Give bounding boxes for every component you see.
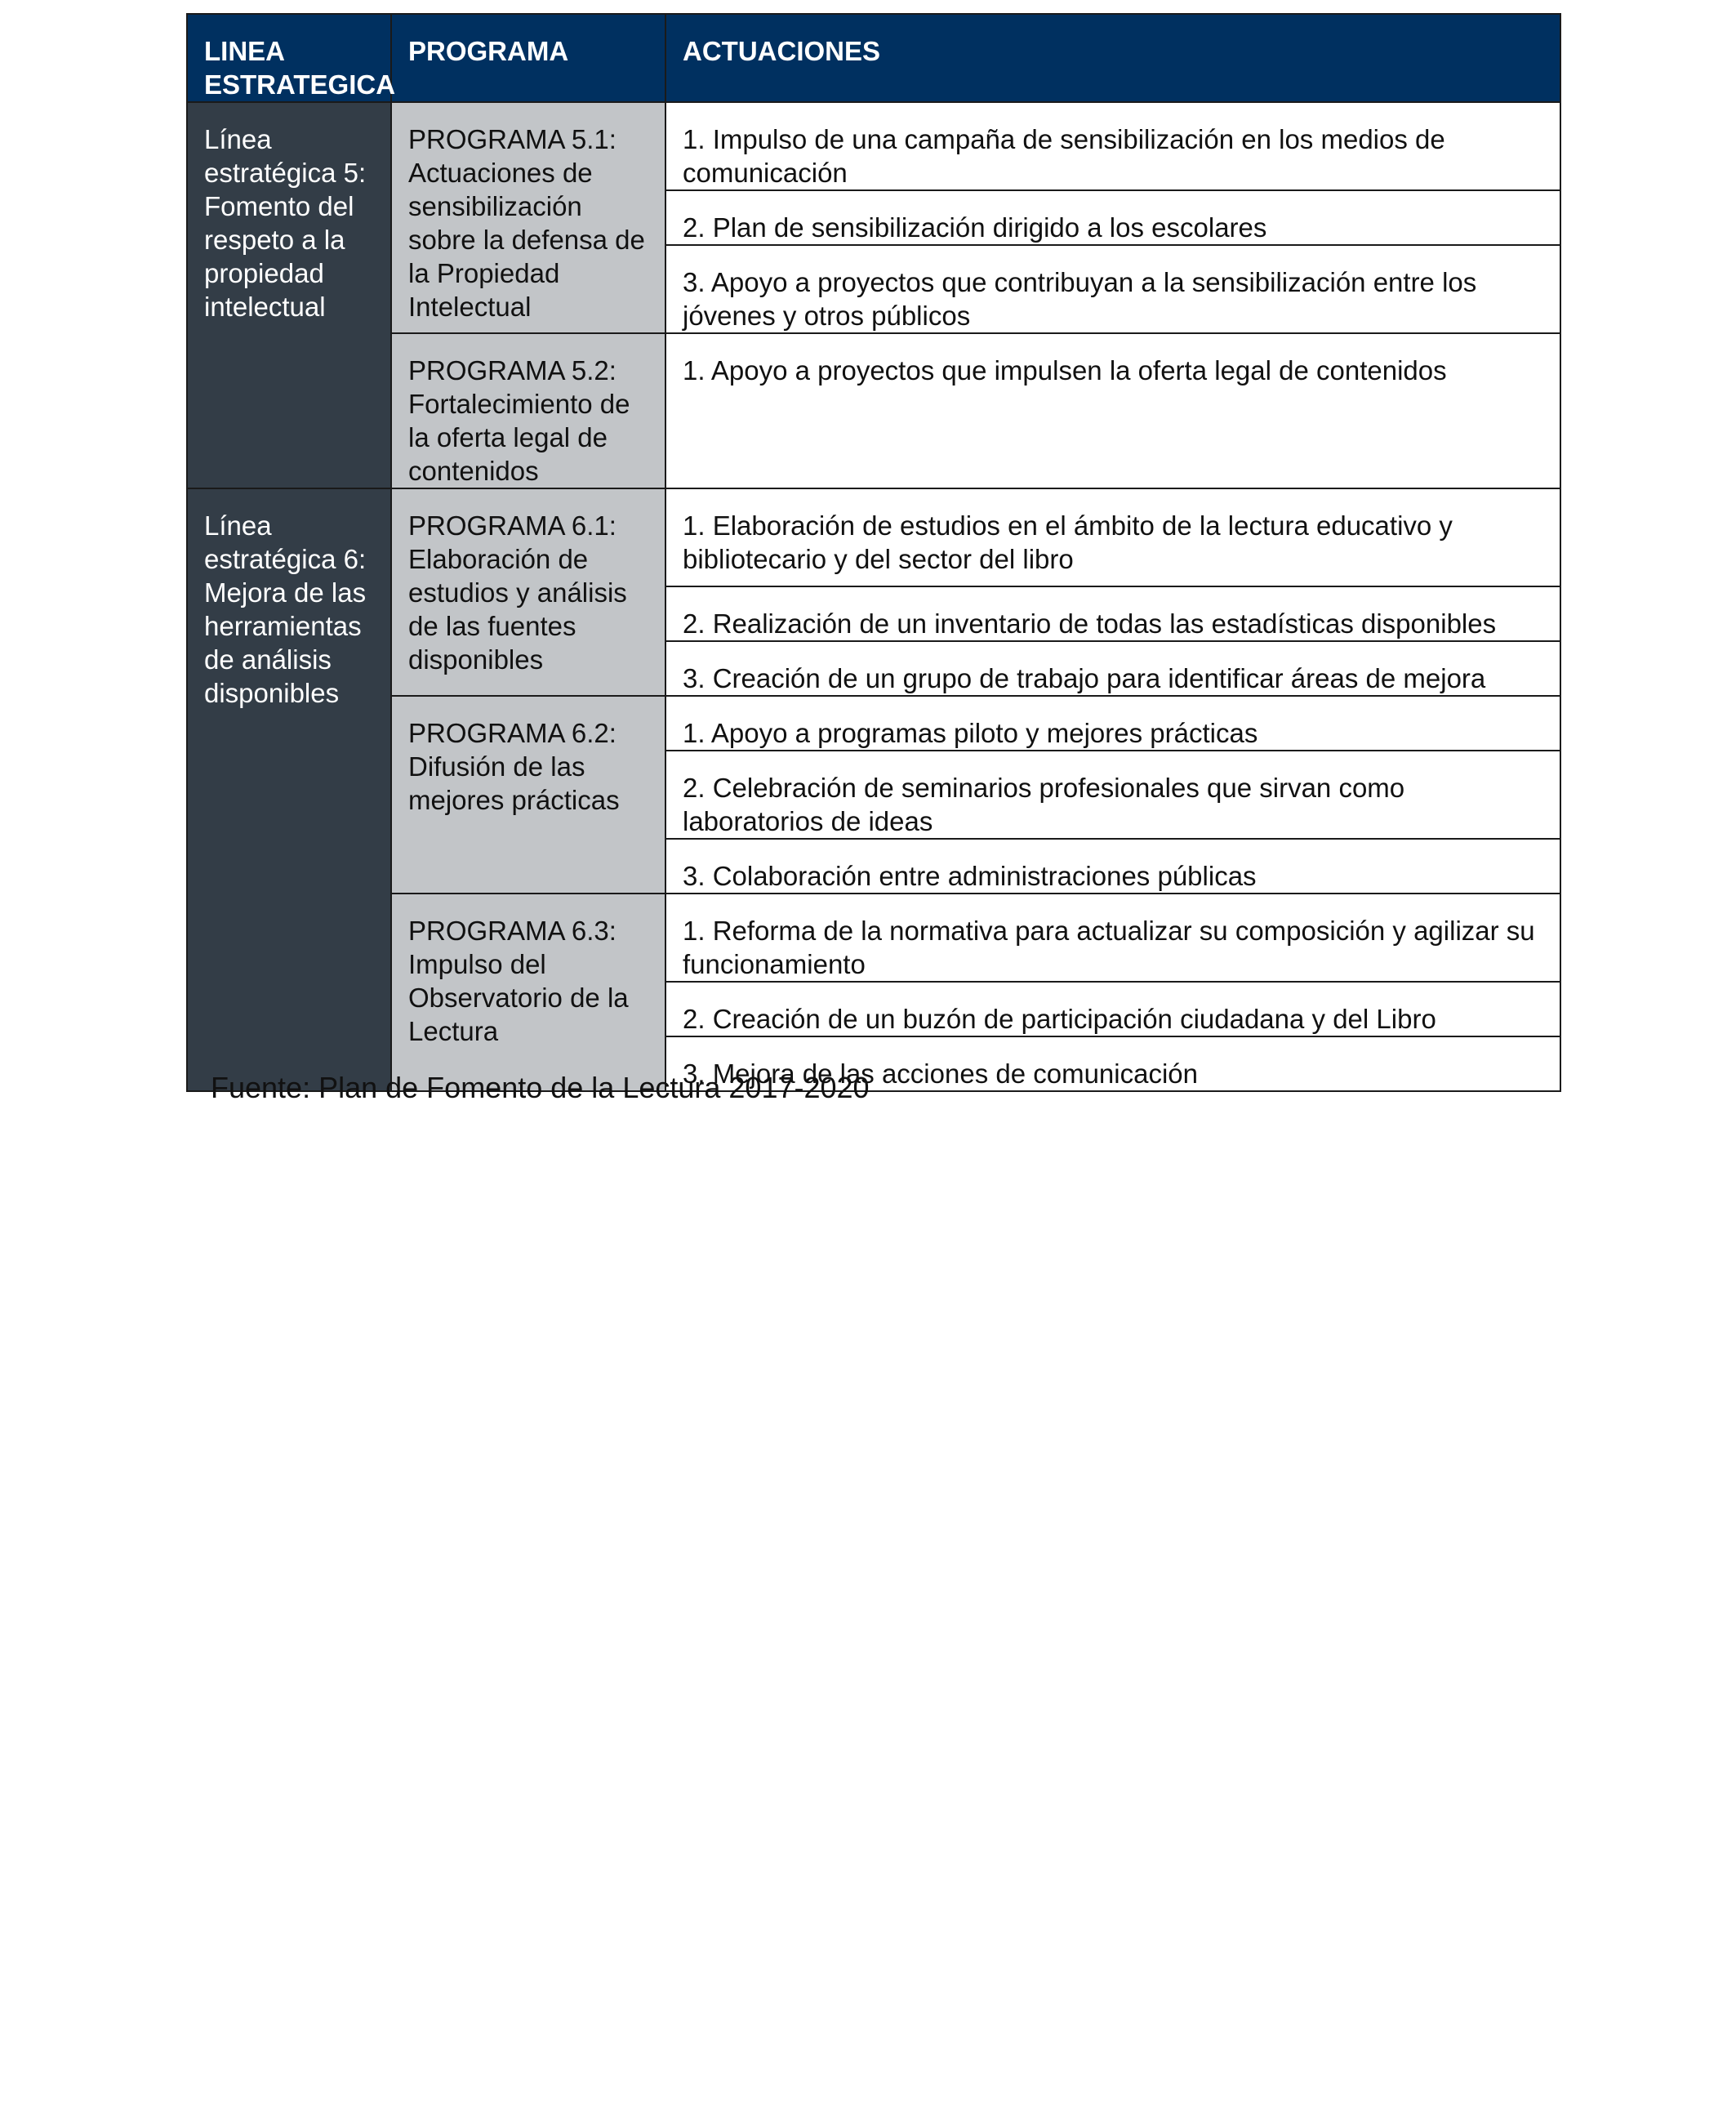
linea-6-cell: Línea estratégica 6: Mejora de las herramientas de análisis disponibles — [187, 488, 391, 1091]
actuacion-cell: 3. Creación de un grupo de trabajo para identificar áreas de mejora — [665, 641, 1560, 696]
programa-6-3-cell: PROGRAMA 6.3: Impulso del Observatorio de la Lectura — [391, 894, 665, 1091]
programa-6-2-cell: PROGRAMA 6.2: Difusión de las mejores prácticas — [391, 696, 665, 894]
header-linea: LINEA ESTRATEGICA — [187, 14, 391, 102]
actuacion-cell: 3. Apoyo a proyectos que contribuyan a la sensibilización entre los jóvenes y otros públicos — [665, 245, 1560, 333]
table-header-row — [187, 14, 1560, 102]
header-programa: PROGRAMA — [391, 14, 665, 102]
actuacion-cell: 2. Celebración de seminarios profesionales que sirvan como laboratorios de ideas — [665, 751, 1560, 839]
actuacion-cell: 1. Elaboración de estudios en el ámbito de la lectura educativo y bibliotecario y del sector del libro — [665, 488, 1560, 586]
actuacion-cell: 2. Creación de un buzón de participación ciudadana y del Libro — [665, 982, 1560, 1036]
actuacion-cell: 2. Plan de sensibilización dirigido a los escolares — [665, 190, 1560, 245]
table-row — [187, 894, 1560, 982]
table-row — [187, 333, 1560, 488]
actuacion-cell: 1. Apoyo a programas piloto y mejores prácticas — [665, 696, 1560, 751]
source-caption: Fuente: Plan de Fomento de la Lectura 2017-2020 — [211, 1071, 870, 1104]
linea-5-cell: Línea estratégica 5: Fomento del respeto a la propiedad intelectual — [187, 102, 391, 488]
actuacion-cell: 3. Colaboración entre administraciones públicas — [665, 839, 1560, 894]
actuacion-cell: 1. Apoyo a proyectos que impulsen la oferta legal de contenidos — [665, 333, 1560, 488]
table-row — [187, 696, 1560, 751]
table-row — [187, 488, 1560, 586]
actuacion-cell: 3. Mejora de las acciones de comunicación — [665, 1036, 1560, 1091]
plan-table — [186, 13, 1561, 1092]
table-row — [187, 102, 1560, 190]
actuacion-cell: 2. Realización de un inventario de todas las estadísticas disponibles — [665, 586, 1560, 641]
actuacion-cell: 1. Reforma de la normativa para actualizar su composición y agilizar su funcionamiento — [665, 894, 1560, 982]
programa-5-1-cell: PROGRAMA 5.1: Actuaciones de sensibilización sobre la defensa de la Propiedad Intelectual — [391, 102, 665, 333]
programa-5-2-cell: PROGRAMA 5.2: Fortalecimiento de la oferta legal de contenidos — [391, 333, 665, 488]
programa-6-1-cell: PROGRAMA 6.1: Elaboración de estudios y análisis de las fuentes disponibles — [391, 488, 665, 696]
actuacion-cell: 1. Impulso de una campaña de sensibilización en los medios de comunicación — [665, 102, 1560, 190]
header-actuaciones: ACTUACIONES — [665, 14, 1560, 102]
